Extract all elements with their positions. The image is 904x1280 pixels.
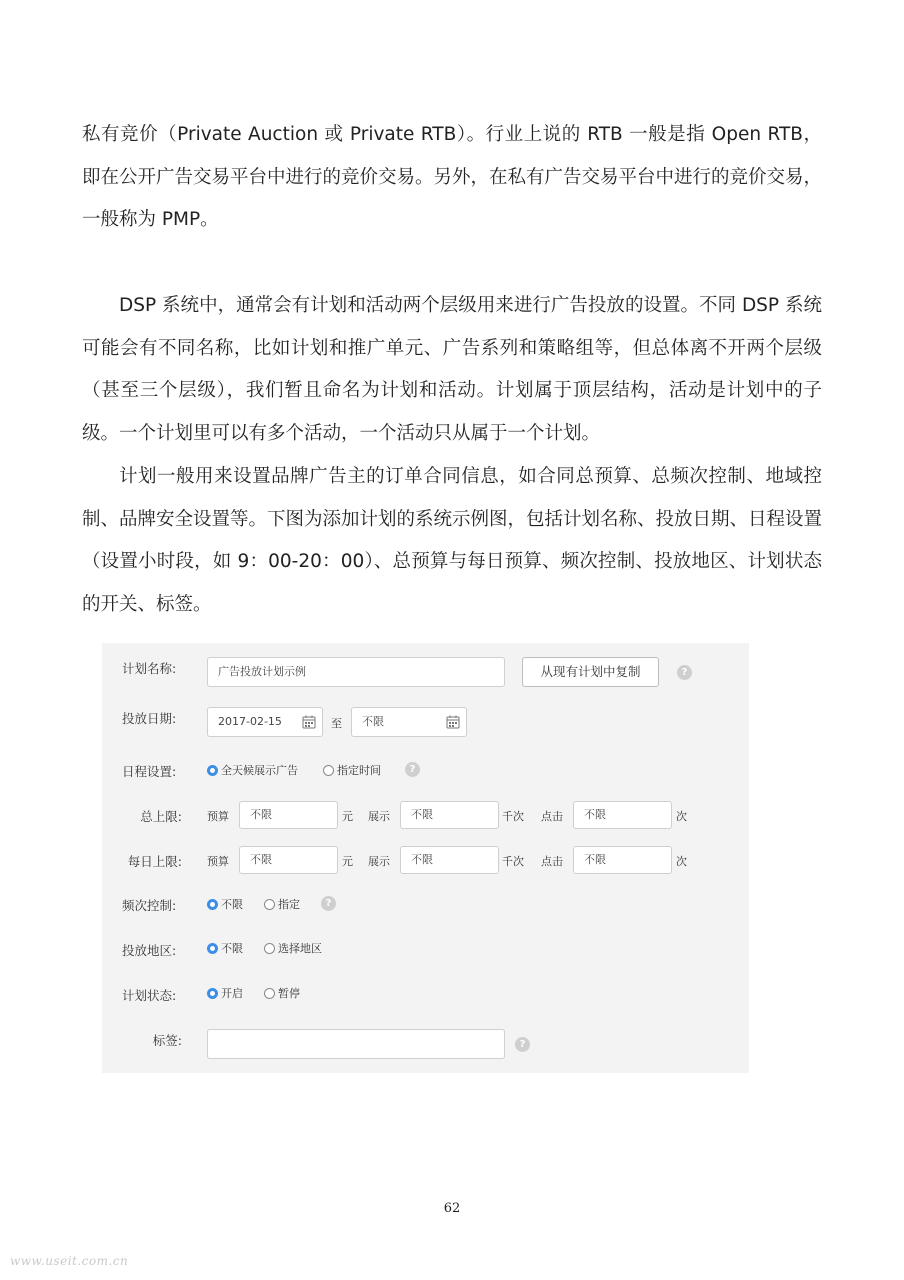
tags-input[interactable] bbox=[207, 1029, 505, 1059]
status-radio-paused[interactable] bbox=[264, 988, 275, 999]
status-option-paused: 暂停 bbox=[278, 987, 300, 1000]
region-option-select: 选择地区 bbox=[278, 942, 322, 955]
daily-budget-input[interactable]: 不限 bbox=[239, 846, 338, 874]
calendar-icon[interactable] bbox=[302, 715, 316, 729]
region-option-unlimited: 不限 bbox=[221, 942, 243, 955]
paragraph-2: DSP 系统中，通常会有计划和活动两个层级用来进行广告投放的设置。不同 DSP 系统可能会有不同名称，比如计划和推广单元、广告系列和策略组等，但总体离不开两个层级（甚至三个层级），我们暂且命名为计划和活动。计划属于顶层结构，活动是计划中的子级。一个计划里可以有多个活动，一个活动只从属于一个计划。 bbox=[82, 295, 822, 444]
total-impr-input[interactable]: 不限 bbox=[400, 801, 499, 829]
plan-form-screenshot bbox=[102, 643, 749, 1073]
schedule-label: 日程设置: bbox=[122, 764, 177, 779]
freq-radio-unlimited[interactable] bbox=[207, 899, 218, 910]
end-date-value: 不限 bbox=[362, 715, 384, 728]
daily-budget-unit: 元 bbox=[342, 855, 353, 868]
schedule-option-allday: 全天候展示广告 bbox=[221, 764, 298, 777]
help-icon[interactable]: ? bbox=[515, 1037, 530, 1052]
total-click-label: 点击 bbox=[541, 810, 563, 823]
daily-click-label: 点击 bbox=[541, 855, 563, 868]
paragraph-3: 计划一般用来设置品牌广告主的订单合同信息，如合同总预算、总频次控制、地域控制、品牌安全设置等。下图为添加计划的系统示例图，包括计划名称、投放日期、日程设置（设置小时段，如 9：00-20：00）、总预算与每日预算、频次控制、投放地区、计划状态的开关、标签。 bbox=[82, 466, 823, 615]
total-impr-label: 展示 bbox=[368, 810, 390, 823]
status-radio-on[interactable] bbox=[207, 988, 218, 999]
freq-option-specific: 指定 bbox=[278, 898, 300, 911]
daily-click-input[interactable]: 不限 bbox=[573, 846, 672, 874]
plan-name-input[interactable]: 广告投放计划示例 bbox=[207, 657, 505, 687]
daily-impr-unit: 千次 bbox=[502, 855, 524, 868]
calendar-icon[interactable] bbox=[446, 715, 460, 729]
freq-option-unlimited: 不限 bbox=[221, 898, 243, 911]
watermark: www.useit.com.cn bbox=[10, 1254, 129, 1268]
help-icon[interactable]: ? bbox=[677, 665, 692, 680]
copy-from-existing-button[interactable]: 从现有计划中复制 bbox=[522, 657, 659, 687]
schedule-radio-allday[interactable] bbox=[207, 765, 218, 776]
schedule-radio-specific[interactable] bbox=[323, 765, 334, 776]
region-label: 投放地区: bbox=[122, 943, 177, 958]
freq-radio-specific[interactable] bbox=[264, 899, 275, 910]
dates-label: 投放日期: bbox=[122, 711, 177, 726]
plan-name-label: 计划名称: bbox=[122, 661, 177, 676]
freq-label: 频次控制: bbox=[122, 898, 177, 913]
total-budget-label: 预算 bbox=[207, 810, 229, 823]
daily-impr-input[interactable]: 不限 bbox=[400, 846, 499, 874]
daily-budget-label: 预算 bbox=[207, 855, 229, 868]
end-date-input[interactable] bbox=[351, 707, 467, 737]
paragraph-1: 私有竞价（Private Auction 或 Private RTB）。行业上说的 RTB 一般是指 Open RTB，即在公开广告交易平台中进行的竞价交易。另外，在私有广告交易平台中进行的竞价交易，一般称为 PMP。 bbox=[82, 124, 823, 230]
start-date-value: 2017-02-15 bbox=[218, 715, 282, 728]
status-label: 计划状态: bbox=[122, 988, 177, 1003]
region-radio-unlimited[interactable] bbox=[207, 943, 218, 954]
page-number: 62 bbox=[443, 1201, 461, 1216]
tags-label: 标签: bbox=[152, 1033, 182, 1048]
daily-limit-label: 每日上限: bbox=[127, 854, 182, 869]
region-radio-select[interactable] bbox=[264, 943, 275, 954]
total-budget-input[interactable]: 不限 bbox=[239, 801, 338, 829]
date-to-label: 至 bbox=[331, 717, 342, 730]
help-icon[interactable]: ? bbox=[321, 896, 336, 911]
total-click-unit: 次 bbox=[676, 810, 687, 823]
schedule-option-specific: 指定时间 bbox=[337, 764, 381, 777]
total-limit-label: 总上限: bbox=[140, 809, 182, 824]
total-impr-unit: 千次 bbox=[502, 810, 524, 823]
help-icon[interactable]: ? bbox=[405, 762, 420, 777]
daily-click-unit: 次 bbox=[676, 855, 687, 868]
status-option-on: 开启 bbox=[221, 987, 243, 1000]
start-date-input[interactable] bbox=[207, 707, 323, 737]
daily-impr-label: 展示 bbox=[368, 855, 390, 868]
total-budget-unit: 元 bbox=[342, 810, 353, 823]
total-click-input[interactable]: 不限 bbox=[573, 801, 672, 829]
